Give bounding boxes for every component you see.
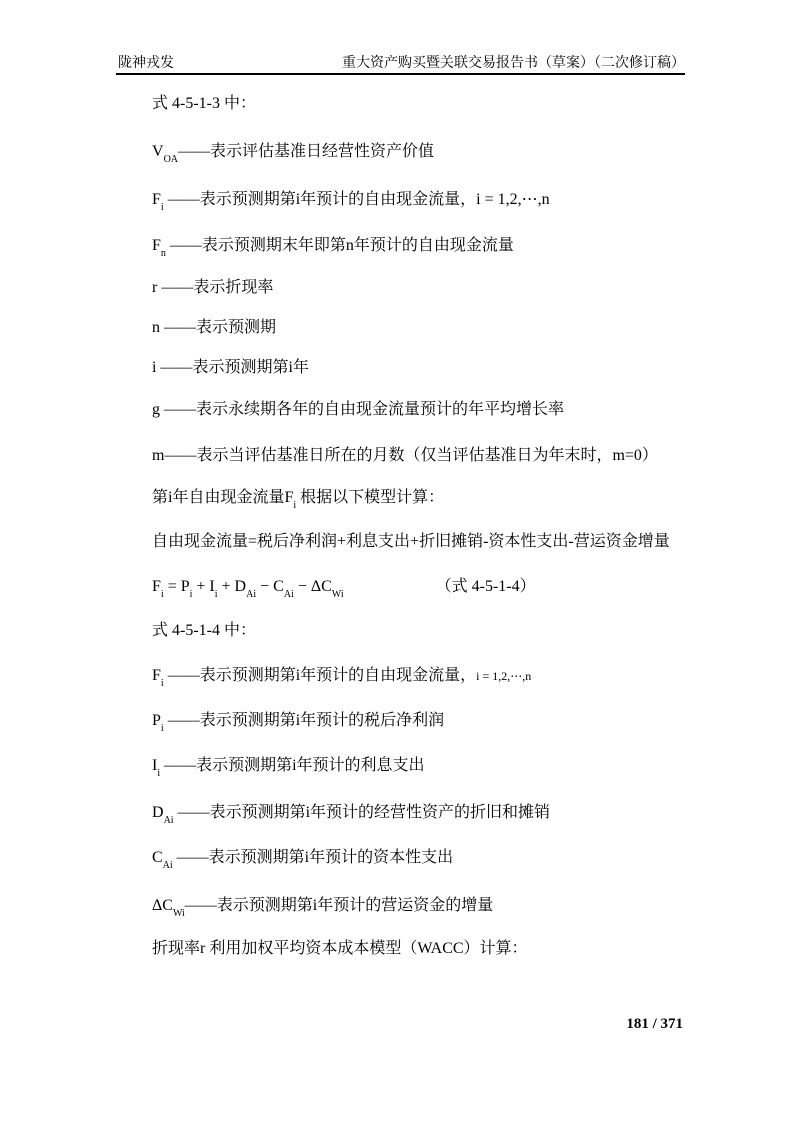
doc-line-dai-def: $D_{Ai}$ ——表示预测期第i年预计的经营性资产的折旧和摊销 xyxy=(152,804,551,827)
doc-line-g-def: g ——表示永续期各年的自由现金流量预计的年平均增长率 xyxy=(152,401,565,418)
doc-line-wacc-intro: 折现率r 利用加权平均资本成本模型（WACC）计算： xyxy=(152,940,528,957)
doc-line-n-def: n ——表示预测期 xyxy=(152,319,277,336)
doc-line-r-def: r ——表示折现率 xyxy=(152,279,274,296)
doc-line-formula-ref-2: 式 4-5-1-4 中： xyxy=(152,622,256,639)
header-report-title: 重大资产购买暨关联交易报告书（草案）（二次修订稿） xyxy=(342,56,685,71)
doc-line-voa-def: $V_{OA}——$表示评估基准日经营性资产价值 xyxy=(152,143,435,166)
doc-line-cai-def: $C_{Ai}$ ——表示预测期第i年预计的资本性支出 xyxy=(152,849,454,872)
doc-line-pi-def: $P_i$ ——表示预测期第i年预计的税后净利润 xyxy=(152,712,445,735)
doc-line-fi-def: $F_i$ ——表示预测期第i年预计的自由现金流量，i = 1,2,⋯,n xyxy=(152,191,550,214)
doc-line-m-def: m——表示当评估基准日所在的月数（仅当评估基准日为年末时，m=0） xyxy=(152,447,658,464)
doc-line-fi-def-2: $F_i$ ——表示预测期第i年预计的自由现金流量，i = 1,2,⋯,n xyxy=(152,667,532,690)
doc-line-dcwi-def: $\Delta C_{Wi}——$表示预测期第i年预计的营运资金的增量 xyxy=(152,897,494,920)
header-divider xyxy=(116,73,685,75)
page-number: 181 / 371 xyxy=(626,1016,683,1032)
doc-line-formula-4-5-1-4: $F_i = P_i + I_i + D_{Ai} - C_{Ai} - \Delta C_{Wi}$ （式 4-5-1-4） xyxy=(152,578,536,601)
doc-line-model-intro: 第i年自由现金流量$F_i$ 根据以下模型计算： xyxy=(152,489,445,512)
doc-line-i-def: i ——表示预测期第i年 xyxy=(152,359,309,376)
doc-line-fn-def: $F_n$ ——表示预测期末年即第n年预计的自由现金流量 xyxy=(152,237,514,260)
doc-line-fcf-equation: 自由现金流量=税后净利润+利息支出+折旧摊销-资本性支出-营运资金增量 xyxy=(152,533,670,550)
doc-line-formula-ref: 式 4-5-1-3 中： xyxy=(152,95,256,112)
doc-line-ii-def: $I_i$ ——表示预测期第i年预计的利息支出 xyxy=(152,757,425,780)
header-company-name: 陇神戎发 xyxy=(118,56,174,71)
